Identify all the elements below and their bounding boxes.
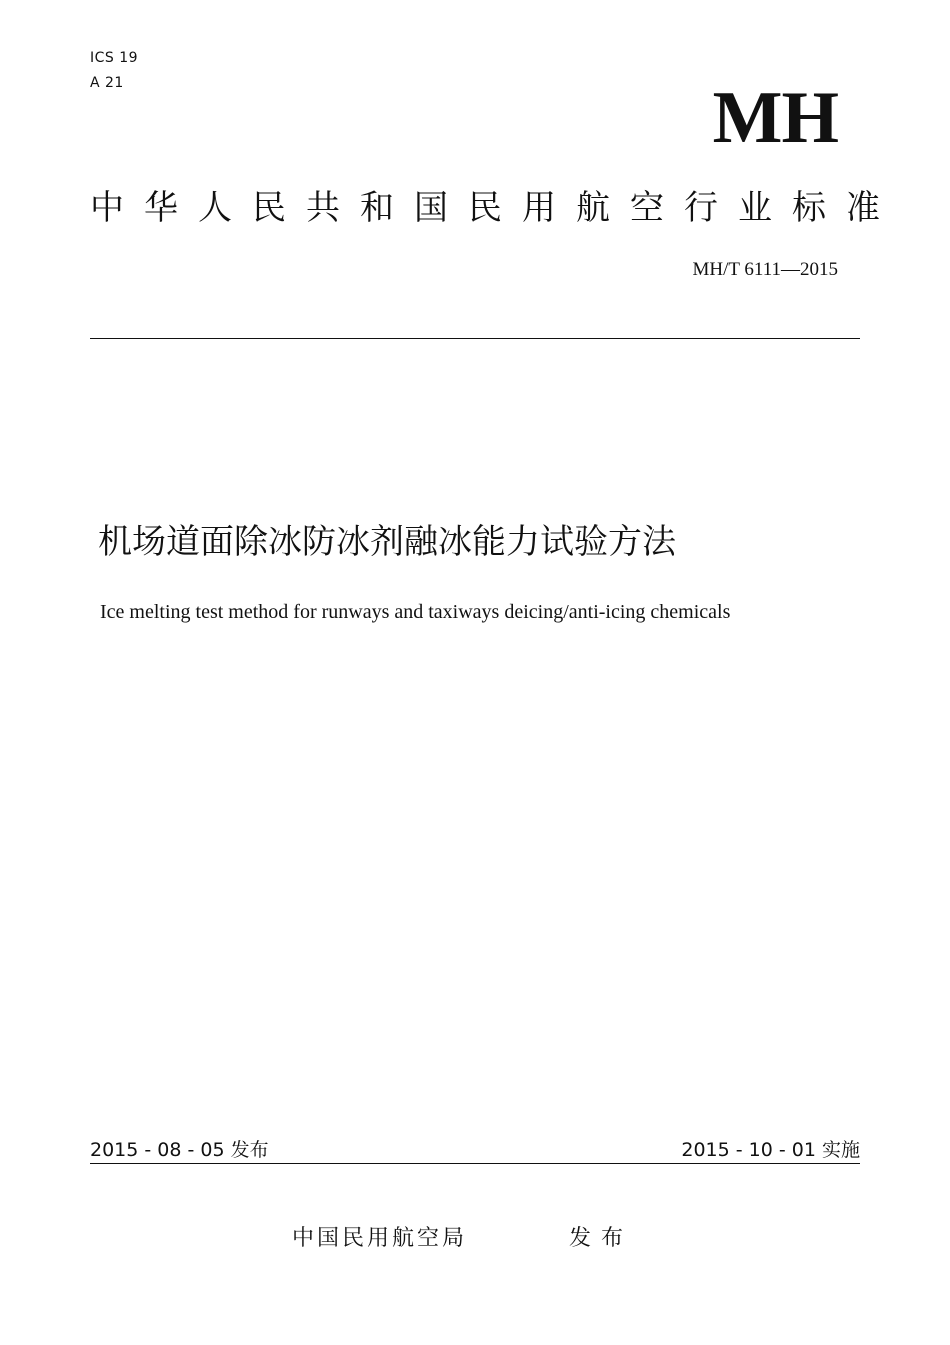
document-title-chinese: 机场道面除冰防冰剂融冰能力试验方法 — [98, 522, 676, 562]
date-divider — [90, 1163, 860, 1164]
ccs-code: A 21 — [90, 75, 124, 91]
header-divider — [90, 338, 860, 339]
standard-category-title: 中华人民共和国民用航空行业标准 — [90, 188, 900, 228]
publish-label: 发布 — [569, 1226, 634, 1251]
publisher-name: 中国民用航空局 — [292, 1226, 468, 1251]
ics-code: ICS 19 — [90, 50, 139, 66]
mh-logo: MH — [712, 77, 838, 159]
standard-number: MH/T 6111—2015 — [692, 259, 838, 280]
issue-date: 2015 - 08 - 05 发布 — [90, 1139, 269, 1161]
implementation-date: 2015 - 10 - 01 实施 — [681, 1139, 860, 1161]
document-title-english: Ice melting test method for runways and taxiways deicing/anti-icing chemicals — [100, 601, 731, 623]
